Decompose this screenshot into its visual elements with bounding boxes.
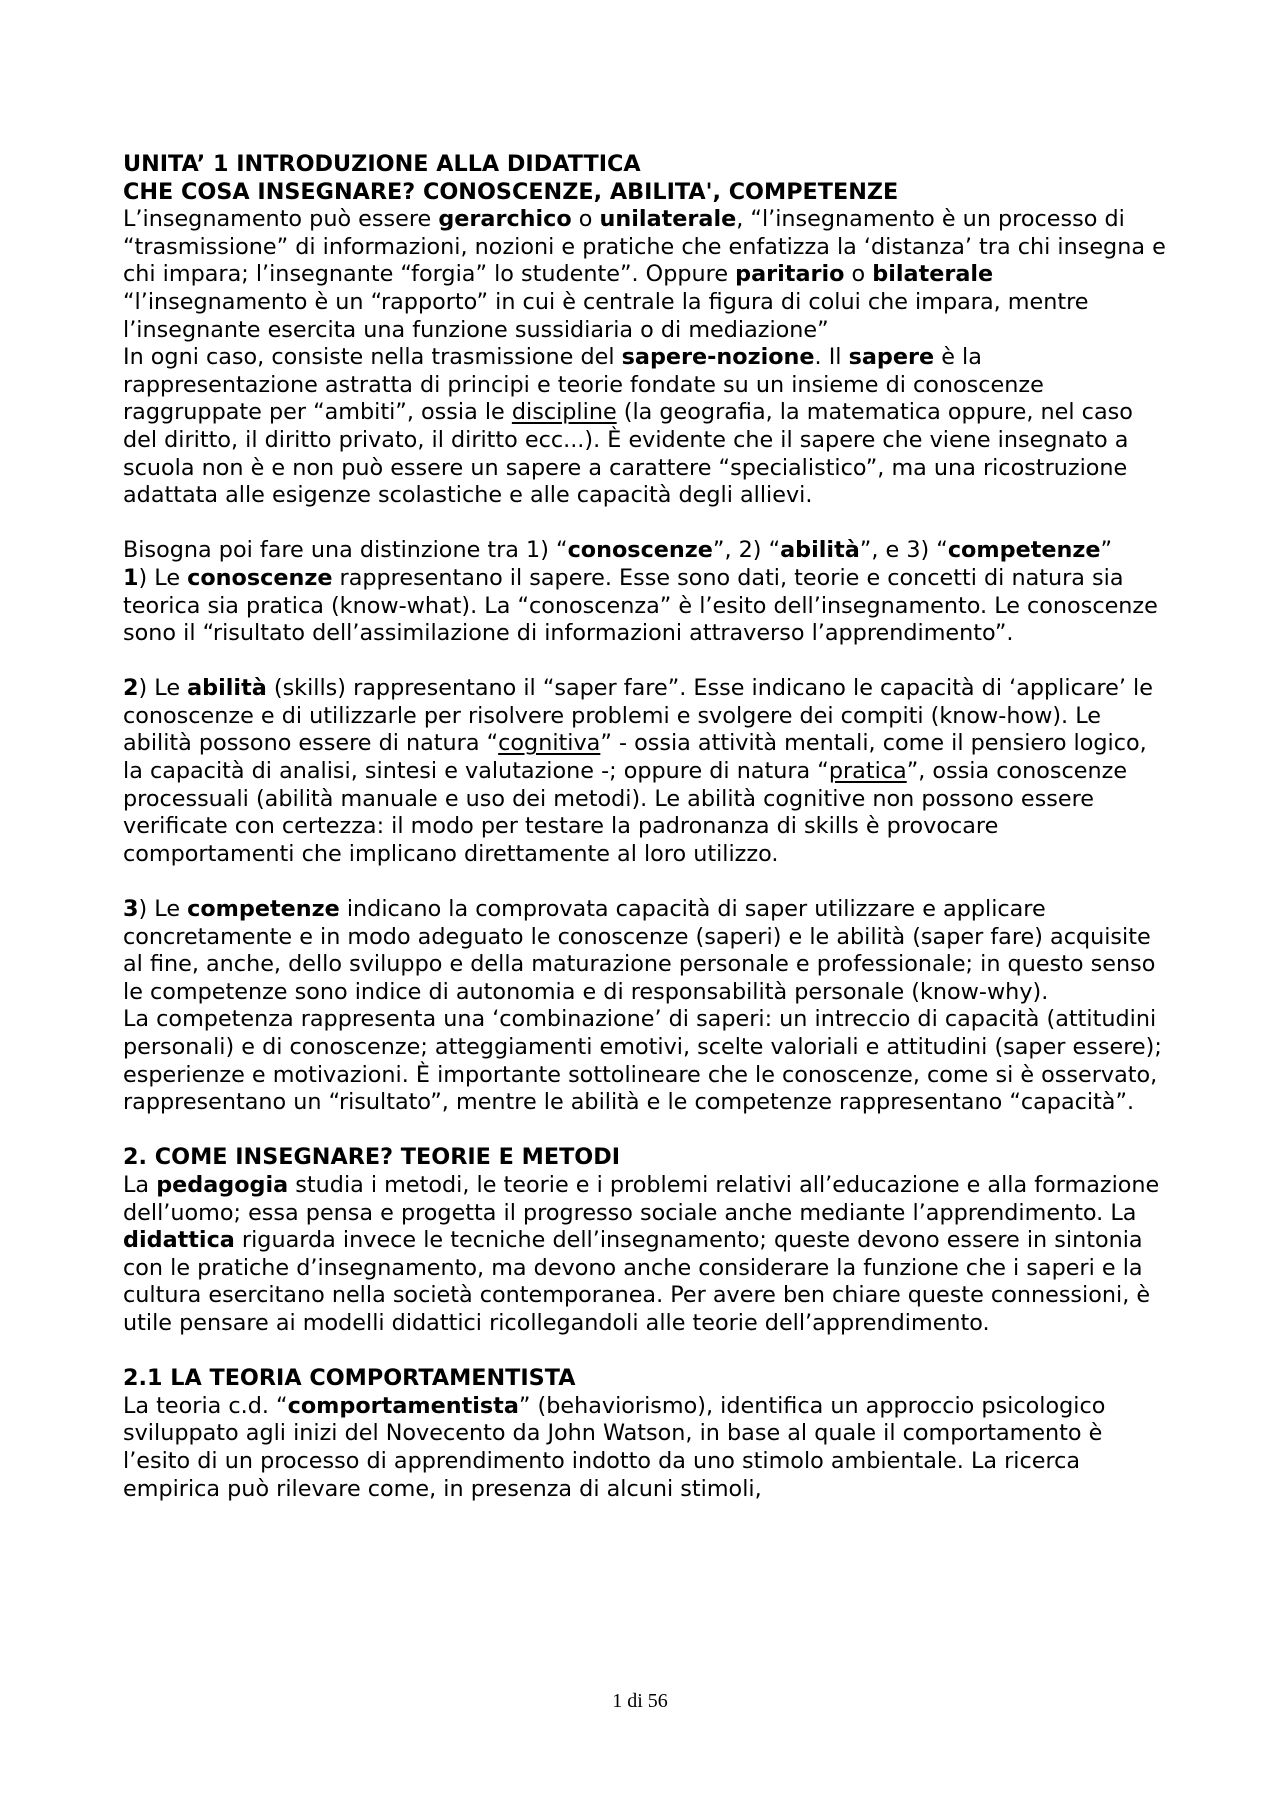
unit-heading: UNITA’ 1 INTRODUZIONE ALLA DIDATTICA — [123, 151, 641, 177]
paragraph-teaching-types: L’insegnamento può essere gerarchico o unilaterale, “l’insegnamento è un processo di “trasmissione” di informazioni, nozioni e pratiche che enfatizza la ‘distanza’ tra chi insegna e chi impara; l’insegnante “forgia” lo studente”. Oppure paritario o bilaterale “l’insegnamento è un “rapporto” in cui è centrale la figura di colui che impara, mentre l’insegnante esercita una funzione sussidiaria o di mediazione” — [123, 206, 1166, 343]
section-heading-what-to-teach: CHE COSA INSEGNARE? CONOSCENZE, ABILITA', COMPETENZE — [123, 178, 899, 205]
paragraph-conoscenze: 1) Le conoscenze rappresentano il sapere. Esse sono dati, teorie e concetti di natura sia teorica sia pratica (know-what). La “conoscenza” è l’esito dell’insegnamento. Le conoscenze sono il “risultato dell’assimilazione di informazioni attraverso l’apprendimento”. — [123, 564, 1158, 647]
page-content — [123, 151, 1173, 1503]
paragraph-competenza-combination: La competenza rappresenta una ‘combinazione’ di saperi: un intreccio di capacità (attitudini personali) e di conoscenze; atteggiamenti emotivi, scelte valoriali e attitudini (saper essere); esperienze e motivazioni. È importante sottolineare che le conoscenze, come si è osservato, rappresentano un “risultato”, mentre le abilità e le competenze rappresentano “capacità”. — [123, 1006, 1162, 1116]
paragraph-distinction: Bisogna poi fare una distinzione tra 1) “conoscenze”, 2) “abilità”, e 3) “competenze” — [123, 537, 1113, 564]
paragraph-abilita: 2) Le abilità (skills) rappresentano il “saper fare”. Esse indicano le capacità di ‘applicare’ le conoscenze e di utilizzarle per risolvere problemi e svolgere dei compiti (know-how). Le abilità possono essere di natura “cognitiva” - ossia attività mentali, come il pensiero logico, la capacità di analisi, sintesi e valutazione -; oppure di natura “pratica”, ossia conoscenze processuali (abilità manuale e uso dei metodi). Le abilità cognitive non possono essere verificate con certezza: il modo per testare la padronanza di skills è provocare comportamenti che implicano direttamente al loro utilizzo. — [123, 675, 1153, 867]
paragraph-behaviorism: La teoria c.d. “comportamentista” (behaviorismo), identifica un approccio psicologico sviluppato agli inizi del Novecento da John Watson, in base al quale il comportamento è l’esito di un processo di apprendimento indotto da uno stimolo ambientale. La ricerca empirica può rilevare come, in presenza di alcuni stimoli, — [123, 1392, 1106, 1502]
paragraph-sapere-nozione: In ogni caso, consiste nella trasmissione del sapere-nozione. Il sapere è la rappresentazione astratta di principi e teorie fondate su un insieme di conoscenze raggruppate per “ambiti”, ossia le discipline (la geografia, la matematica oppure, nel caso del diritto, il diritto privato, il diritto ecc...). È evidente che il sapere che viene insegnato a scuola non è e non può essere un sapere a carattere “specialistico”, ma una ricostruzione adattata alle esigenze scolastiche e alle capacità degli allievi. — [123, 344, 1133, 509]
paragraph-pedagogia: La pedagogia studia i metodi, le teorie e i problemi relativi all’educazione e alla formazione dell’uomo; essa pensa e progetta il progresso sociale anche mediante l’apprendimento. La didattica riguarda invece le tecniche dell’insegnamento; queste devono essere in sintonia con le pratiche d’insegnamento, ma devono anche considerare la funzione che i saperi e la cultura esercitano nella società contemporanea. Per avere ben chiare queste connessioni, è utile pensare ai modelli didattici ricollegandoli alle teorie dell’apprendimento. — [123, 1171, 1160, 1336]
page-number: 1 di 56 — [612, 1690, 668, 1712]
section-heading-behaviorism: 2.1 LA TEORIA COMPORTAMENTISTA — [123, 1365, 576, 1392]
paragraph-competenze: 3) Le competenze indicano la comprovata capacità di saper utilizzare e applicare concretamente e in modo adeguato le conoscenze (saperi) e le abilità (saper fare) acquisite al fine, anche, dello sviluppo e della maturazione personale e professionale; in questo senso le competenze sono indice di autonomia e di responsabilità personale (know-why). — [123, 896, 1156, 1005]
section-heading-how-to-teach: 2. COME INSEGNARE? TEORIE E METODI — [123, 1144, 621, 1171]
